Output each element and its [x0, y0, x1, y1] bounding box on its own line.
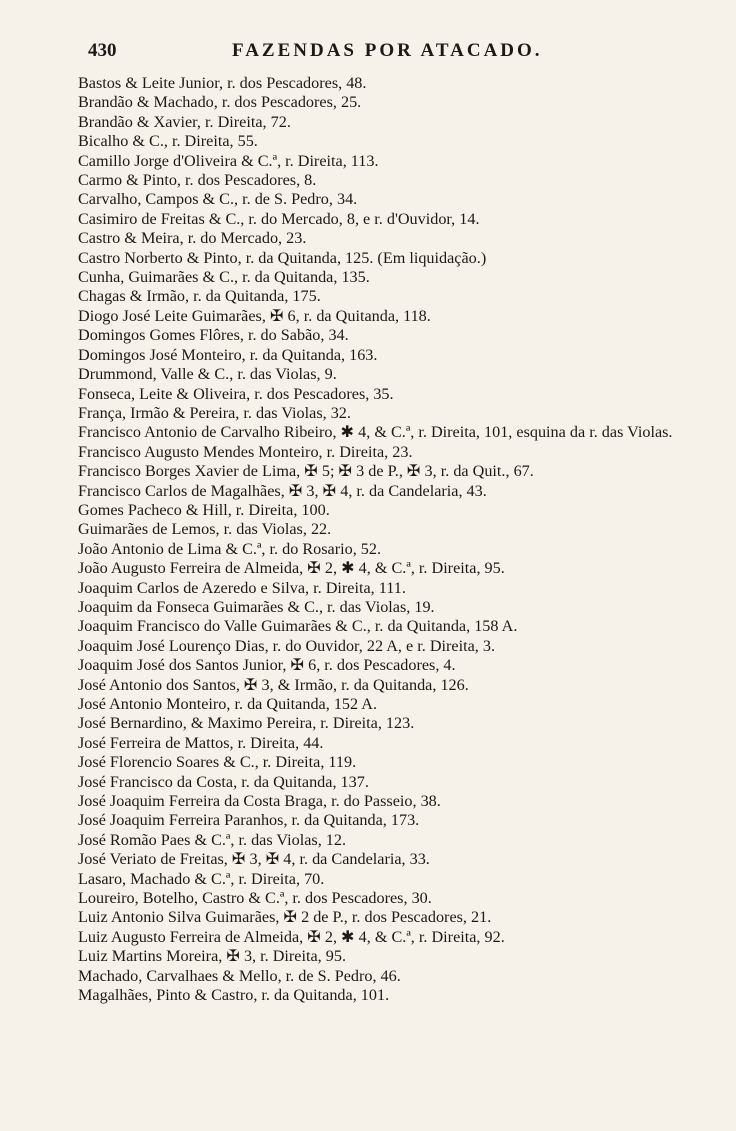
directory-entry: Francisco Antonio de Carvalho Ribeiro, ✱ 4, & C.ª, r. Direita, 101, esquina da r. das Violas. [78, 423, 673, 442]
directory-entry: Guimarães de Lemos, r. das Violas, 22. [78, 520, 332, 539]
directory-entry: França, Irmão & Pereira, r. das Violas, 32. [78, 403, 351, 422]
directory-entry: José Romão Paes & C.ª, r. das Violas, 12. [78, 830, 347, 849]
directory-entry: Bicalho & C., r. Direita, 55. [78, 132, 258, 151]
directory-entry: Joaquim José Lourenço Dias, r. do Ouvidor, 22 A, e r. Direita, 3. [78, 636, 496, 655]
directory-entry: Diogo José Leite Guimarães, ✠ 6, r. da Quitanda, 118. [78, 306, 431, 325]
directory-entry: José Veriato de Freitas, ✠ 3, ✠ 4, r. da Candelaria, 33. [78, 850, 430, 869]
directory-entry: João Antonio de Lima & C.ª, r. do Rosario, 52. [78, 539, 382, 558]
directory-entry: José Bernardino, & Maximo Pereira, r. Direita, 123. [78, 714, 415, 733]
directory-entry: José Florencio Soares & C., r. Direita, 119. [78, 753, 357, 772]
directory-entry: Domingos José Monteiro, r. da Quitanda, 163. [78, 345, 378, 364]
directory-entry: José Joaquim Ferreira da Costa Braga, r. do Passeio, 38. [78, 792, 441, 811]
directory-entry: Joaquim Carlos de Azeredo e Silva, r. Direita, 111. [78, 578, 406, 597]
directory-entry: Gomes Pacheco & Hill, r. Direita, 100. [78, 500, 330, 519]
directory-entry: José Antonio Monteiro, r. da Quitanda, 152 A. [78, 695, 377, 713]
directory-entry: Domingos Gomes Flôres, r. do Sabão, 34. [78, 326, 349, 345]
directory-entry: Castro Norberto & Pinto, r. da Quitanda, 125. (Em liquidação.) [78, 248, 487, 267]
directory-entry: Drummond, Valle & C., r. das Violas, 9. [78, 365, 337, 384]
directory-entry: Francisco Borges Xavier de Lima, ✠ 5; ✠ 3 de P., ✠ 3, r. da Quit., 67. [78, 462, 534, 481]
directory-entry: Camillo Jorge d'Oliveira & C.ª, r. Direita, 113. [78, 151, 379, 170]
directory-entry: Fonseca, Leite & Oliveira, r. dos Pescadores, 35. [78, 384, 394, 403]
directory-entry: Carmo & Pinto, r. dos Pescadores, 8. [78, 171, 317, 190]
page-number: 430 [88, 40, 117, 61]
directory-entry: Joaquim Francisco do Valle Guimarães & C., r. da Quitanda, 158 A. [78, 617, 518, 636]
directory-entry: Cunha, Guimarães & C., r. da Quitanda, 135. [78, 268, 370, 287]
directory-entry: Luiz Augusto Ferreira de Almeida, ✠ 2, ✱ 4, & C.ª, r. Direita, 92. [78, 927, 505, 946]
directory-entry: Loureiro, Botelho, Castro & C.ª, r. dos Pescadores, 30. [78, 889, 432, 908]
directory-entry: Brandão & Machado, r. dos Pescadores, 25. [78, 93, 362, 112]
directory-entry: Luiz Martins Moreira, ✠ 3, r. Direita, 95. [78, 947, 347, 966]
directory-entry: Brandão & Xavier, r. Direita, 72. [78, 112, 291, 131]
directory-list [78, 74, 718, 1006]
page-header [60, 40, 543, 66]
directory-entry: Joaquim José dos Santos Junior, ✠ 6, r. dos Pescadores, 4. [78, 656, 456, 675]
directory-entry: José Ferreira de Mattos, r. Direita, 44. [78, 733, 324, 752]
directory-entry: Bastos & Leite Junior, r. dos Pescadores, 48. [78, 74, 367, 92]
directory-entry: Chagas & Irmão, r. da Quitanda, 175. [78, 287, 321, 306]
directory-entry: Luiz Antonio Silva Guimarães, ✠ 2 de P., r. dos Pescadores, 21. [78, 908, 492, 927]
directory-entry: João Augusto Ferreira de Almeida, ✠ 2, ✱ 4, & C.ª, r. Direita, 95. [78, 559, 505, 578]
directory-entry: Carvalho, Campos & C., r. de S. Pedro, 34. [78, 190, 358, 209]
directory-entry: Machado, Carvalhaes & Mello, r. de S. Pedro, 46. [78, 966, 401, 985]
directory-entry: Lasaro, Machado & C.ª, r. Direita, 70. [78, 869, 325, 888]
directory-entry: José Joaquim Ferreira Paranhos, r. da Quitanda, 173. [78, 811, 420, 830]
directory-entry: Joaquim da Fonseca Guimarães & C., r. das Violas, 19. [78, 597, 435, 616]
directory-entry: Magalhães, Pinto & Castro, r. da Quitanda, 101. [78, 986, 390, 1005]
directory-entry: Casimiro de Freitas & C., r. do Mercado, 8, e r. d'Ouvidor, 14. [78, 209, 480, 228]
directory-entry: José Antonio dos Santos, ✠ 3, & Irmão, r. da Quitanda, 126. [78, 675, 469, 694]
directory-entry: Francisco Augusto Mendes Monteiro, r. Direita, 23. [78, 442, 413, 461]
directory-entry: Castro & Meira, r. do Mercado, 23. [78, 229, 307, 248]
running-title: FAZENDAS POR ATACADO. [232, 40, 543, 61]
directory-entry: José Francisco da Costa, r. da Quitanda, 137. [78, 772, 369, 791]
directory-entry: Francisco Carlos de Magalhães, ✠ 3, ✠ 4, r. da Candelaria, 43. [78, 481, 487, 500]
